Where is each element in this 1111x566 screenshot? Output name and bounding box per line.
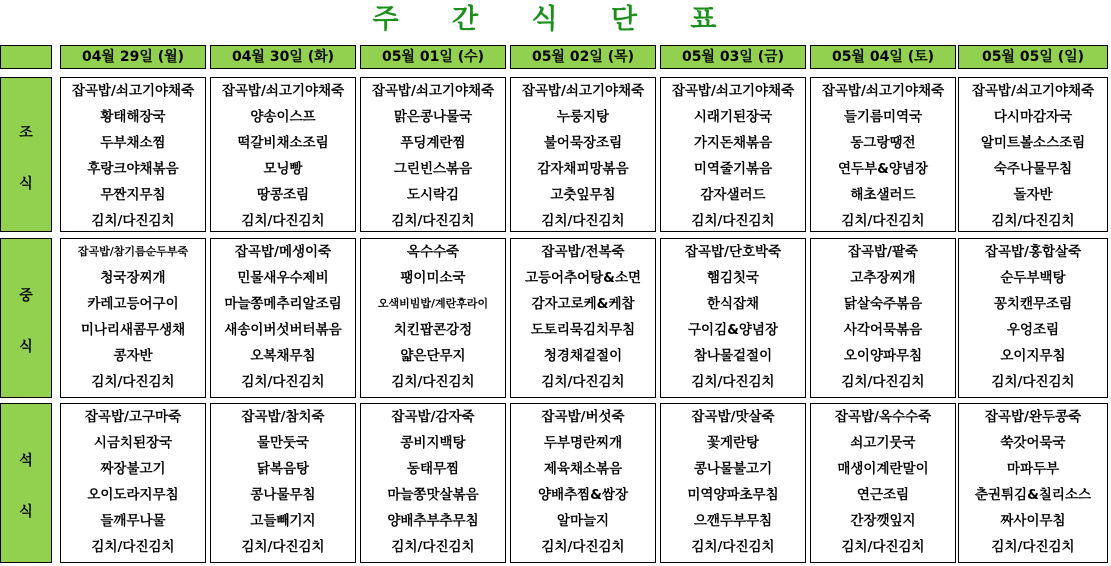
menu-item: 잡곡밥/쇠고기야채죽 [71, 83, 195, 99]
menu-item: 잡곡밥/완두콩죽 [984, 409, 1082, 425]
menu-item: 푸딩계란찜 [400, 135, 466, 151]
menu-item: 김치/다진김치 [691, 539, 775, 555]
menu-item: 그린빈스볶음 [393, 161, 473, 177]
menu-item: 알미트볼소스조림 [980, 135, 1086, 151]
menu-item: 시래기된장국 [693, 109, 773, 125]
menu-cell [60, 238, 206, 398]
menu-item: 잡곡밥/쇠고기야채죽 [371, 83, 495, 99]
menu-item: 잡곡밥/쇠고기야채죽 [971, 83, 1095, 99]
menu-item: 으깬두부무침 [693, 513, 773, 529]
day-header: 05월 03일 (금) [660, 45, 806, 69]
menu-item: 고춧잎무침 [550, 187, 616, 203]
menu-item: 불어묵장조림 [543, 135, 623, 151]
menu-item: 잡곡밥/참치죽 [241, 409, 325, 425]
menu-item: 김치/다진김치 [691, 213, 775, 229]
menu-item: 꽃게란탕 [706, 435, 760, 451]
menu-cell [810, 77, 956, 232]
menu-item: 도토리묵김치무침 [530, 322, 636, 338]
menu-item: 김치/다진김치 [391, 539, 475, 555]
meal-label: 식 [19, 504, 33, 520]
menu-item: 두부채소찜 [100, 135, 166, 151]
menu-item: 청국장찌개 [100, 270, 166, 286]
menu-item: 김치/다진김치 [541, 213, 625, 229]
menu-item: 잡곡밥/감자죽 [391, 409, 475, 425]
menu-item: 들기름미역국 [843, 109, 923, 125]
menu-item: 마파두부 [1006, 461, 1060, 477]
menu-item: 황태해장국 [100, 109, 166, 125]
menu-cell [660, 238, 806, 398]
menu-item: 떡갈비채소조림 [237, 135, 329, 151]
meal-label: 중 [19, 288, 33, 304]
menu-item: 잡곡밥/버섯죽 [541, 409, 625, 425]
menu-item: 한식잡채 [706, 296, 760, 312]
menu-item: 잡곡밥/고구마죽 [84, 409, 182, 425]
menu-item: 김치/다진김치 [241, 374, 325, 390]
menu-item: 춘권튀김&칠리소스 [974, 487, 1092, 503]
menu-item: 미역줄기볶음 [693, 161, 773, 177]
menu-cell [810, 403, 956, 563]
menu-cell [60, 403, 206, 563]
menu-item: 콩나물무침 [250, 487, 316, 503]
menu-cell [360, 77, 506, 232]
menu-cell [510, 403, 656, 563]
menu-item: 카레고등어구이 [87, 296, 179, 312]
menu-item: 연근조림 [856, 487, 910, 503]
menu-item: 고추장찌개 [850, 270, 916, 286]
page-title: 주 간 식 단 표 [372, 4, 739, 35]
day-header: 04월 29일 (월) [60, 45, 206, 69]
menu-item: 잡곡밥/팥죽 [847, 244, 919, 260]
menu-item: 오이도라지무침 [87, 487, 179, 503]
menu-cell [210, 77, 356, 232]
meal-label: 석 [19, 453, 33, 469]
menu-item: 잡곡밥/옥수수죽 [834, 409, 932, 425]
menu-item: 오이양파무침 [843, 348, 923, 364]
menu-item: 모닝빵 [263, 161, 303, 177]
menu-item: 고등어추어탕&소면 [524, 270, 642, 286]
menu-item: 들깨무나물 [100, 513, 166, 529]
menu-cell [210, 238, 356, 398]
menu-cell [360, 238, 506, 398]
menu-item: 잡곡밥/쇠고기야채죽 [221, 83, 345, 99]
menu-item: 물만둣국 [256, 435, 310, 451]
day-header: 04월 30일 (화) [210, 45, 356, 69]
menu-item: 감자샐러드 [700, 187, 766, 203]
menu-item: 잡곡밥/단호박죽 [684, 244, 782, 260]
menu-cell [810, 238, 956, 398]
menu-item: 가지돈채볶음 [693, 135, 773, 151]
menu-item: 오복채무침 [250, 348, 316, 364]
menu-item: 고들빼기지 [250, 513, 316, 529]
menu-item: 김치/다진김치 [841, 213, 925, 229]
menu-item: 두부명란찌개 [543, 435, 623, 451]
menu-item: 후랑크야채볶음 [87, 161, 179, 177]
meal-label-cell [0, 77, 52, 232]
menu-item: 잡곡밥/쇠고기야채죽 [821, 83, 945, 99]
menu-item: 김치/다진김치 [691, 374, 775, 390]
menu-item: 양배추찜&쌈장 [537, 487, 629, 503]
menu-item: 무짠지무침 [100, 187, 166, 203]
menu-item: 민물새우수제비 [237, 270, 329, 286]
menu-cell [210, 403, 356, 563]
menu-item: 닭복음탕 [256, 461, 310, 477]
menu-item: 연두부&양념장 [837, 161, 929, 177]
menu-item: 돌자반 [1013, 187, 1053, 203]
menu-item: 잡곡밥/쇠고기야채죽 [671, 83, 795, 99]
menu-item: 팽이미소국 [400, 270, 466, 286]
menu-item: 숙주나물무침 [993, 161, 1073, 177]
menu-cell [510, 238, 656, 398]
menu-item: 닭살숙주볶음 [843, 296, 923, 312]
menu-cell [60, 77, 206, 232]
menu-item: 햄김칫국 [706, 270, 760, 286]
menu-item: 김치/다진김치 [91, 213, 175, 229]
day-header: 05월 02일 (목) [510, 45, 656, 69]
menu-item: 쑥갓어묵국 [1000, 435, 1066, 451]
menu-item: 김치/다진김치 [991, 213, 1075, 229]
menu-item: 해초샐러드 [850, 187, 916, 203]
menu-item: 김치/다진김치 [241, 539, 325, 555]
menu-item: 짜장불고기 [100, 461, 166, 477]
menu-item: 동그랑땡전 [850, 135, 916, 151]
menu-item: 마늘쫑맛살볶음 [387, 487, 479, 503]
menu-item: 콩자반 [113, 348, 153, 364]
menu-item: 김치/다진김치 [391, 213, 475, 229]
menu-cell [360, 403, 506, 563]
menu-item: 도시락김 [406, 187, 460, 203]
day-header: 05월 04일 (토) [810, 45, 956, 69]
menu-item: 콩나물불고기 [693, 461, 773, 477]
menu-item: 다시마감자국 [993, 109, 1073, 125]
menu-item: 미나리새콤무생채 [80, 322, 186, 338]
menu-item: 알마늘지 [556, 513, 610, 529]
menu-item: 김치/다진김치 [91, 539, 175, 555]
menu-cell [510, 77, 656, 232]
menu-item: 구이김&양념장 [687, 322, 779, 338]
menu-item: 사각어묵볶음 [843, 322, 923, 338]
menu-item: 짜사이무침 [1000, 513, 1066, 529]
menu-item: 새송이버섯버터볶음 [224, 322, 342, 338]
meal-label: 조 [19, 125, 33, 141]
menu-item: 김치/다진김치 [91, 374, 175, 390]
menu-item: 쇠고기뭇국 [850, 435, 916, 451]
day-header: 05월 05일 (일) [958, 45, 1108, 69]
menu-item: 김치/다진김치 [541, 539, 625, 555]
menu-item: 김치/다진김치 [841, 374, 925, 390]
meal-label-cell [0, 403, 52, 563]
menu-item: 제육채소볶음 [543, 461, 623, 477]
meal-label: 식 [19, 176, 33, 192]
menu-item: 김치/다진김치 [391, 374, 475, 390]
menu-item: 마늘쫑메추리알조림 [224, 296, 342, 312]
menu-item: 오이지무침 [1000, 348, 1066, 364]
menu-item: 간장깻잎지 [850, 513, 916, 529]
meal-label: 식 [19, 339, 33, 355]
menu-item: 땅콩조림 [256, 187, 310, 203]
menu-item: 오색비빔밥/계란후라이 [377, 297, 489, 310]
meal-label-cell [0, 238, 52, 398]
menu-item: 잡곡밥/참기름순두부죽 [77, 245, 189, 258]
menu-item: 김치/다진김치 [991, 374, 1075, 390]
menu-cell [958, 77, 1108, 232]
menu-item: 양배추부추무침 [387, 513, 479, 529]
menu-item: 꽁치캔무조림 [993, 296, 1073, 312]
menu-item: 미역양파초무침 [687, 487, 779, 503]
menu-item: 매생이계란말이 [837, 461, 929, 477]
menu-item: 순두부백탕 [1000, 270, 1066, 286]
menu-item: 콩비지백탕 [400, 435, 466, 451]
menu-cell [660, 403, 806, 563]
menu-item: 참나물겉절이 [693, 348, 773, 364]
menu-item: 잡곡밥/쇠고기야채죽 [521, 83, 645, 99]
menu-item: 옥수수죽 [406, 244, 460, 260]
menu-item: 양송이스프 [250, 109, 316, 125]
menu-item: 감자채피망볶음 [537, 161, 629, 177]
menu-cell [958, 238, 1108, 398]
menu-item: 잡곡밥/홍합살죽 [984, 244, 1082, 260]
menu-item: 우엉조림 [1006, 322, 1060, 338]
menu-item: 동태무찜 [406, 461, 460, 477]
menu-item: 김치/다진김치 [241, 213, 325, 229]
menu-item: 청경채겉절이 [543, 348, 623, 364]
menu-item: 잡곡밥/메생이죽 [234, 244, 332, 260]
day-header: 05월 01일 (수) [360, 45, 506, 69]
menu-item: 치킨팝콘강정 [393, 322, 473, 338]
menu-item: 잡곡밥/맛살죽 [691, 409, 775, 425]
menu-cell [958, 403, 1108, 563]
menu-item: 잡곡밥/전복죽 [541, 244, 625, 260]
header-corner [0, 45, 52, 69]
menu-item: 감자고로케&케찹 [531, 296, 635, 312]
menu-item: 시금치된장국 [93, 435, 173, 451]
menu-item: 맑은콩나물국 [393, 109, 473, 125]
menu-cell [660, 77, 806, 232]
menu-item: 얇은단무지 [400, 348, 466, 364]
menu-item: 김치/다진김치 [841, 539, 925, 555]
menu-item: 누룽지탕 [556, 109, 610, 125]
menu-item: 김치/다진김치 [541, 374, 625, 390]
menu-item: 김치/다진김치 [991, 539, 1075, 555]
